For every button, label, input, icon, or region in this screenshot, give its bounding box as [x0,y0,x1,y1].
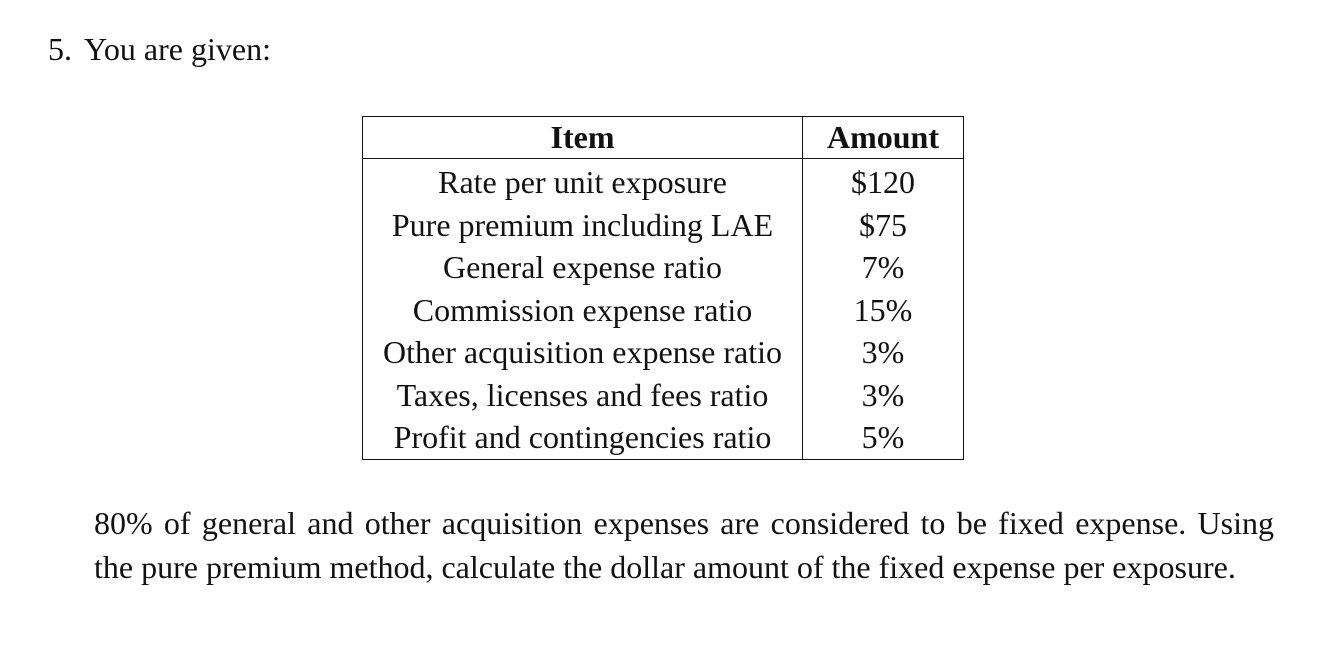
table-row [363,374,964,417]
amount-cell: $120 [851,164,915,200]
problem-header [48,26,271,72]
item-cell: Pure premium including LAE [363,204,803,247]
problem-number: 5. [48,31,72,67]
amount-cell: $75 [859,206,907,243]
table-header-row [363,117,964,159]
question-text: 80% of general and other acquisition expenses are considered to be fixed expense. Using the pure premium method, calculate the dollar amount of the fixed expense per exposure. [94,505,1274,585]
amount-cell: 3% [861,376,905,413]
item-cell: Rate per unit exposure [363,159,803,204]
item-cell: Profit and contingencies ratio [363,416,803,459]
table-row [363,204,964,247]
table-row [363,246,964,289]
amount-cell: 3% [861,334,905,370]
problem-intro: You are given: [84,31,271,67]
question-paragraph [94,502,1274,589]
column-header-amount: Amount [803,117,964,159]
amount-cell: 5% [861,419,905,455]
item-cell: Commission expense ratio [363,289,803,332]
table-row [363,159,964,204]
table-row [363,331,964,374]
amount-cell: 7% [861,249,905,285]
amount-cell: 15% [853,291,913,328]
column-header-item: Item [363,117,803,159]
table-row [363,289,964,332]
data-table [362,116,964,460]
item-cell: General expense ratio [363,246,803,289]
item-cell: Taxes, licenses and fees ratio [363,374,803,417]
table-row [363,416,964,459]
item-cell: Other acquisition expense ratio [363,331,803,374]
